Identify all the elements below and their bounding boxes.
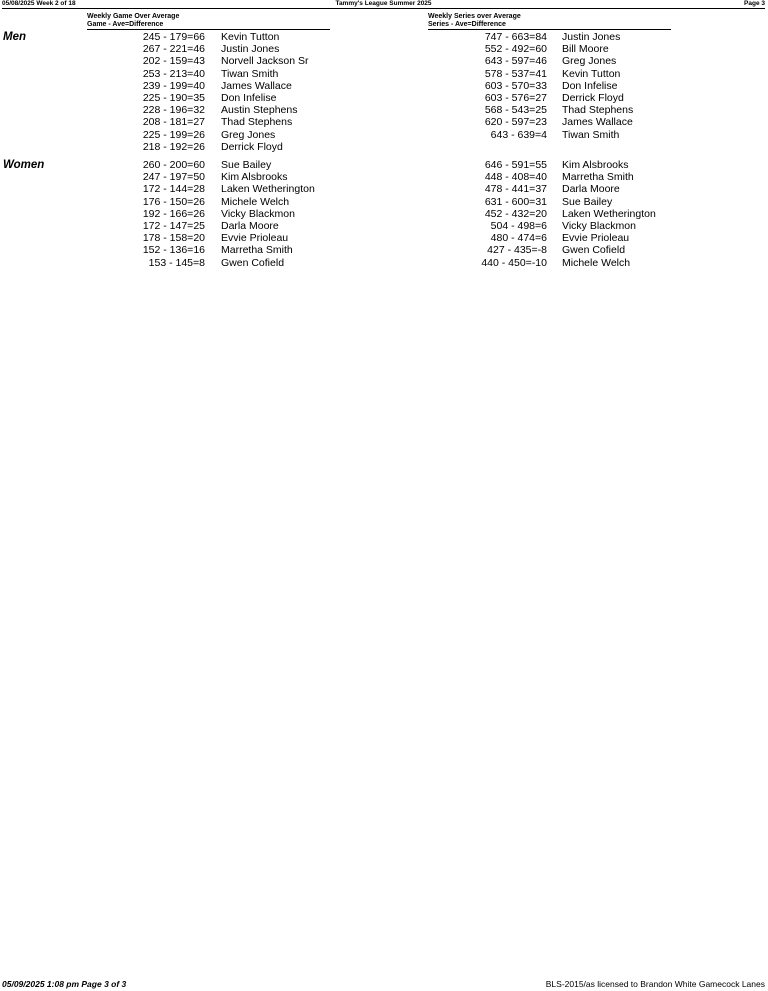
bowler-name: Greg Jones [562, 55, 617, 68]
game-value: 247 - 197=50 [142, 171, 205, 184]
bowler-name: Tiwan Smith [221, 67, 279, 80]
series-value: 620 - 597=23 [484, 116, 547, 129]
bowler-name: Evvie Prioleau [221, 232, 289, 245]
header-date-week: 05/08/2025 Week 2 of 18 [2, 0, 76, 7]
bowler-name: Michele Welch [562, 256, 631, 269]
bowler-name: Darla Moore [221, 219, 279, 232]
bowler-name: Thad Stephens [221, 116, 293, 129]
game-value: 178 - 158=20 [142, 232, 205, 245]
bowler-name: Kevin Tutton [221, 31, 280, 43]
bowler-name: Kim Alsbrooks [562, 159, 629, 171]
series-value: 452 - 432=20 [484, 207, 547, 220]
bowler-name: Derrick Floyd [562, 91, 624, 104]
bowler-name: James Wallace [221, 79, 292, 92]
bowler-name: Justin Jones [221, 43, 280, 56]
women-group-label: Women [3, 159, 45, 171]
bowler-name: Don Infelise [221, 91, 277, 104]
bowler-name: Marretha Smith [562, 171, 634, 184]
game-value: 245 - 179=66 [142, 31, 205, 43]
men-group-label: Men [3, 31, 26, 43]
bowler-name: Justin Jones [562, 31, 621, 43]
series-section-subtitle: Series - Ave=Difference [428, 21, 506, 28]
series-value: 448 - 408=40 [484, 171, 547, 184]
game-value: 253 - 213=40 [142, 67, 205, 80]
bowler-name: Bill Moore [562, 43, 609, 56]
page-header [2, 0, 765, 9]
series-value: 578 - 537=41 [484, 67, 547, 80]
series-value: 504 - 498=6 [490, 219, 547, 232]
game-value: 239 - 199=40 [142, 79, 205, 92]
bowler-name: Gwen Cofield [221, 256, 285, 269]
series-value: 747 - 663=84 [484, 31, 547, 43]
series-value: 643 - 597=46 [484, 55, 547, 68]
bowler-name: Sue Bailey [221, 159, 272, 171]
series-value: 568 - 543=25 [484, 104, 547, 117]
game-section-title: Weekly Game Over Average [87, 13, 180, 20]
header-page-number: Page 3 [744, 0, 765, 7]
series-value: 552 - 492=60 [484, 43, 547, 56]
series-section-header [428, 13, 671, 30]
bowler-name: Marretha Smith [221, 244, 293, 257]
bowler-name: Sue Bailey [562, 195, 613, 208]
game-value: 225 - 199=26 [142, 128, 205, 141]
game-value: 202 - 159=43 [142, 55, 205, 68]
game-section-header [87, 13, 330, 30]
game-value: 267 - 221=46 [142, 43, 205, 56]
footer-license-info: BLS-2015/as licensed to Brandon White Gamecock Lanes [545, 979, 765, 989]
bowler-name: Gwen Cofield [562, 244, 626, 257]
bowler-name: Michele Welch [221, 195, 290, 208]
bowler-name: Kevin Tutton [562, 67, 621, 80]
bowler-name: Vicky Blackmon [221, 207, 295, 220]
game-value: 172 - 147=25 [142, 219, 205, 232]
header-league-title: Tammy's League Summer 2025 [335, 0, 432, 7]
bowler-name: Darla Moore [562, 183, 620, 196]
series-value: 603 - 576=27 [484, 91, 547, 104]
bowler-name: Vicky Blackmon [562, 219, 636, 232]
bowler-name: Laken Wetherington [221, 183, 315, 196]
bowler-name: Evvie Prioleau [562, 232, 630, 245]
footer-print-info: 05/09/2025 1:08 pm Page 3 of 3 [2, 979, 127, 989]
game-value: 208 - 181=27 [142, 116, 205, 129]
series-value: 643 - 639=4 [490, 128, 547, 141]
series-value: 478 - 441=37 [484, 183, 547, 196]
bowler-name: Thad Stephens [562, 104, 634, 117]
game-value: 225 - 190=35 [142, 91, 205, 104]
game-value: 172 - 144=28 [142, 183, 205, 196]
bowler-name: Laken Wetherington [562, 207, 656, 220]
bowler-name: Kim Alsbrooks [221, 171, 288, 184]
series-value: 631 - 600=31 [484, 195, 547, 208]
bowler-name: Norvell Jackson Sr [221, 55, 309, 68]
series-value: 427 - 435=-8 [487, 244, 547, 257]
series-value: 440 - 450=-10 [481, 256, 547, 269]
game-value: 228 - 196=32 [142, 104, 205, 117]
game-value: 218 - 192=26 [142, 140, 205, 153]
bowler-name: Tiwan Smith [562, 128, 620, 141]
series-section-title: Weekly Series over Average [428, 13, 521, 20]
game-value: 152 - 136=16 [142, 244, 205, 257]
series-value: 603 - 570=33 [484, 79, 547, 92]
series-value: 480 - 474=6 [490, 232, 547, 245]
bowler-name: Derrick Floyd [221, 140, 283, 153]
series-value: 646 - 591=55 [484, 159, 547, 171]
game-value: 260 - 200=60 [142, 159, 205, 171]
bowler-name: Austin Stephens [221, 104, 298, 117]
bowler-name: James Wallace [562, 116, 633, 129]
game-value: 176 - 150=26 [142, 195, 205, 208]
game-section-subtitle: Game - Ave=Difference [87, 21, 164, 28]
bowler-name: Greg Jones [221, 128, 276, 141]
game-value: 192 - 166=26 [142, 207, 205, 220]
bowler-name: Don Infelise [562, 79, 618, 92]
game-value: 153 - 145=8 [148, 256, 205, 269]
